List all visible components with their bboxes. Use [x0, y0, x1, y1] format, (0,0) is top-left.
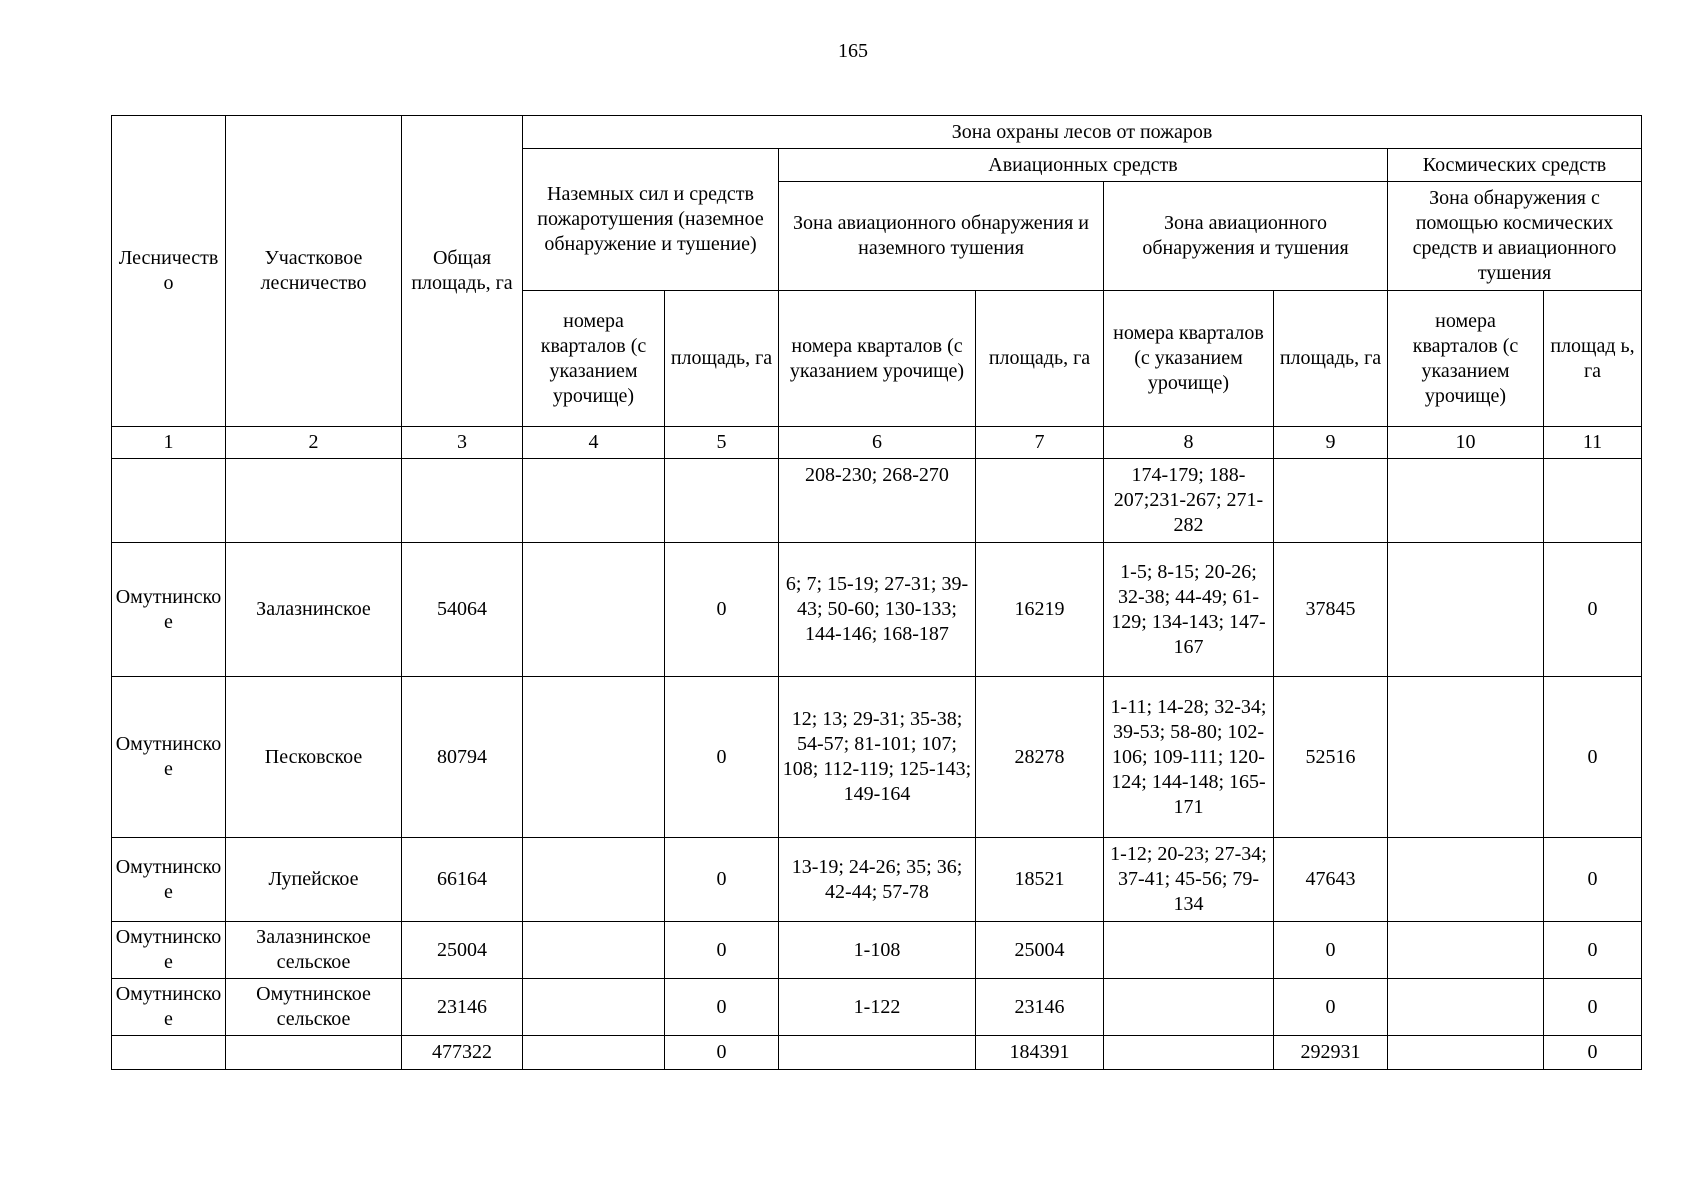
cell-aviation-ground-quarters — [779, 1036, 976, 1070]
table-row — [112, 677, 1642, 838]
column-number: 9 — [1274, 427, 1388, 459]
column-number: 5 — [665, 427, 779, 459]
cell-aviation-quarters — [1104, 1036, 1274, 1070]
header-col6-quarters: номера кварталов (с указанием урочище) — [779, 291, 976, 427]
cell-space-quarters — [1388, 979, 1544, 1036]
cell-aviation-ground-quarters: 1-122 — [779, 979, 976, 1036]
cell-aviation-ground-quarters: 1-108 — [779, 922, 976, 979]
cell-aviation-area: 47643 — [1274, 838, 1388, 922]
cell-total-area: 23146 — [402, 979, 523, 1036]
column-number: 10 — [1388, 427, 1544, 459]
cell-space-area: 0 — [1544, 543, 1642, 677]
cell-total-area: 54064 — [402, 543, 523, 677]
header-col7-area: площадь, га — [976, 291, 1104, 427]
cell-aviation-quarters: 1-11; 14-28; 32-34; 39-53; 58-80; 102-106; 109-111; 120-124; 144-148; 165-171 — [1104, 677, 1274, 838]
header-total-area: Общая площадь, га — [402, 116, 523, 427]
cell-aviation-ground-area: 28278 — [976, 677, 1104, 838]
cell-aviation-area — [1274, 459, 1388, 543]
column-number: 3 — [402, 427, 523, 459]
column-number: 6 — [779, 427, 976, 459]
cell-ground-area: 0 — [665, 838, 779, 922]
column-number-row — [112, 427, 1642, 459]
table-row — [112, 459, 1642, 543]
cell-space-area — [1544, 459, 1642, 543]
cell-forestry — [112, 1036, 226, 1070]
cell-aviation-ground-quarters: 12; 13; 29-31; 35-38; 54-57; 81-101; 107; 108; 112-119; 125-143; 149-164 — [779, 677, 976, 838]
cell-ground-area: 0 — [665, 979, 779, 1036]
cell-ground-quarters — [523, 543, 665, 677]
header-district-forestry: Участковое лесничество — [226, 116, 402, 427]
cell-aviation-quarters — [1104, 979, 1274, 1036]
cell-ground-area: 0 — [665, 922, 779, 979]
header-col4-quarters: номера кварталов (с указанием урочище) — [523, 291, 665, 427]
cell-space-quarters — [1388, 838, 1544, 922]
cell-aviation-quarters: 1-12; 20-23; 27-34; 37-41; 45-56; 79-134 — [1104, 838, 1274, 922]
cell-aviation-area: 292931 — [1274, 1036, 1388, 1070]
cell-aviation-ground-quarters: 13-19; 24-26; 35; 36; 42-44; 57-78 — [779, 838, 976, 922]
cell-ground-area: 0 — [665, 543, 779, 677]
cell-district — [226, 459, 402, 543]
cell-ground-area: 0 — [665, 1036, 779, 1070]
header-aviation-detection-extinguishing: Зона авиационного обнаружения и тушения — [1104, 182, 1388, 291]
cell-forestry: Омутнинское — [112, 922, 226, 979]
cell-total-area: 66164 — [402, 838, 523, 922]
cell-aviation-ground-quarters: 6; 7; 15-19; 27-31; 39-43; 50-60; 130-133; 144-146; 168-187 — [779, 543, 976, 677]
cell-aviation-area: 37845 — [1274, 543, 1388, 677]
cell-aviation-area: 52516 — [1274, 677, 1388, 838]
cell-space-area: 0 — [1544, 922, 1642, 979]
table-row — [112, 838, 1642, 922]
header-row-1 — [112, 116, 1642, 149]
column-number: 1 — [112, 427, 226, 459]
header-forestry: Лесничество — [112, 116, 226, 427]
cell-total-area: 477322 — [402, 1036, 523, 1070]
header-ground-forces: Наземных сил и средств пожаротушения (наземное обнаружение и тушение) — [523, 149, 779, 291]
cell-aviation-ground-area: 25004 — [976, 922, 1104, 979]
column-number: 4 — [523, 427, 665, 459]
cell-space-area: 0 — [1544, 1036, 1642, 1070]
cell-total-area — [402, 459, 523, 543]
header-col8-quarters: номера кварталов (с указанием урочище) — [1104, 291, 1274, 427]
header-aviation-means: Авиационных средств — [779, 149, 1388, 182]
cell-space-area: 0 — [1544, 979, 1642, 1036]
cell-aviation-quarters — [1104, 922, 1274, 979]
cell-aviation-quarters: 1-5; 8-15; 20-26; 32-38; 44-49; 61-129; 134-143; 147-167 — [1104, 543, 1274, 677]
cell-forestry: Омутнинское — [112, 543, 226, 677]
cell-space-quarters — [1388, 677, 1544, 838]
header-space-means: Космических средств — [1388, 149, 1642, 182]
cell-district — [226, 1036, 402, 1070]
cell-ground-quarters — [523, 979, 665, 1036]
table-row — [112, 922, 1642, 979]
cell-ground-quarters — [523, 922, 665, 979]
header-col9-area: площадь, га — [1274, 291, 1388, 427]
header-col11-area: площад ь, га — [1544, 291, 1642, 427]
cell-ground-area: 0 — [665, 677, 779, 838]
cell-total-area: 80794 — [402, 677, 523, 838]
cell-forestry: Омутнинское — [112, 677, 226, 838]
header-col5-area: площадь, га — [665, 291, 779, 427]
cell-aviation-ground-area: 18521 — [976, 838, 1104, 922]
cell-aviation-quarters: 174-179; 188-207;231-267; 271-282 — [1104, 459, 1274, 543]
cell-district: Залазнинское — [226, 543, 402, 677]
cell-forestry — [112, 459, 226, 543]
cell-district: Омутнинское сельское — [226, 979, 402, 1036]
header-col10-quarters: номера кварталов (с указанием урочище) — [1388, 291, 1544, 427]
cell-space-quarters — [1388, 459, 1544, 543]
cell-ground-quarters — [523, 838, 665, 922]
header-aviation-detection-ground-extinguishing: Зона авиационного обнаружения и наземного тушения — [779, 182, 1104, 291]
column-number: 8 — [1104, 427, 1274, 459]
fire-protection-zones-table — [111, 115, 1642, 1070]
cell-space-quarters — [1388, 922, 1544, 979]
header-space-detection: Зона обнаружения с помощью космических средств и авиационного тушения — [1388, 182, 1642, 291]
page-number: 165 — [838, 40, 868, 62]
cell-space-quarters — [1388, 543, 1544, 677]
cell-forestry: Омутнинское — [112, 979, 226, 1036]
totals-row — [112, 1036, 1642, 1070]
header-zone-group: Зона охраны лесов от пожаров — [523, 116, 1642, 149]
cell-forestry: Омутнинское — [112, 838, 226, 922]
column-number: 11 — [1544, 427, 1642, 459]
cell-aviation-ground-area: 16219 — [976, 543, 1104, 677]
column-number: 7 — [976, 427, 1104, 459]
cell-ground-area — [665, 459, 779, 543]
cell-ground-quarters — [523, 459, 665, 543]
cell-ground-quarters — [523, 677, 665, 838]
cell-total-area: 25004 — [402, 922, 523, 979]
cell-district: Залазнинское сельское — [226, 922, 402, 979]
cell-aviation-ground-area — [976, 459, 1104, 543]
cell-aviation-ground-quarters: 208-230; 268-270 — [779, 459, 976, 543]
cell-aviation-area: 0 — [1274, 922, 1388, 979]
cell-aviation-area: 0 — [1274, 979, 1388, 1036]
cell-district: Песковское — [226, 677, 402, 838]
cell-aviation-ground-area: 23146 — [976, 979, 1104, 1036]
cell-space-area: 0 — [1544, 677, 1642, 838]
cell-space-quarters — [1388, 1036, 1544, 1070]
table-row — [112, 543, 1642, 677]
cell-aviation-ground-area: 184391 — [976, 1036, 1104, 1070]
column-number: 2 — [226, 427, 402, 459]
table-row — [112, 979, 1642, 1036]
cell-district: Лупейское — [226, 838, 402, 922]
cell-space-area: 0 — [1544, 838, 1642, 922]
cell-ground-quarters — [523, 1036, 665, 1070]
